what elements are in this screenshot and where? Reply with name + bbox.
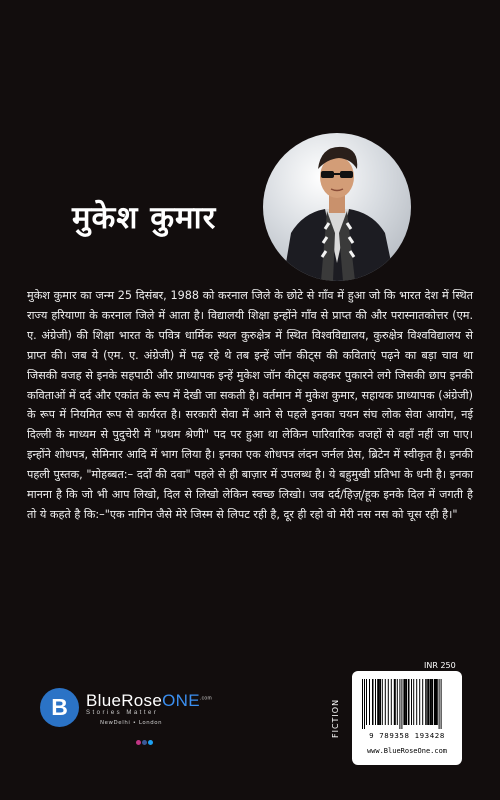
barcode-bar — [369, 679, 370, 725]
barcode-bar — [413, 679, 414, 725]
logo-letter: B — [51, 694, 68, 720]
barcode-bar — [422, 679, 423, 725]
barcode-bar — [388, 679, 389, 725]
barcode-bars — [360, 679, 454, 729]
barcode-bar — [397, 679, 398, 725]
facebook-icon — [142, 740, 147, 745]
barcode-bar — [366, 679, 367, 725]
barcode-bar — [405, 679, 407, 725]
barcode-bar — [436, 679, 438, 725]
barcode-bar — [403, 679, 405, 725]
barcode-bar — [364, 679, 365, 729]
publisher-name-part2: ONE — [162, 691, 200, 710]
barcode-bar — [379, 679, 381, 725]
publisher-logo-icon — [40, 688, 79, 727]
publisher-name — [86, 691, 212, 711]
barcode-bar — [401, 679, 402, 729]
barcode-bar — [408, 679, 410, 725]
publisher-tagline: Stories Matter — [86, 710, 159, 716]
genre-label: FICTION — [331, 698, 340, 738]
barcode-bar — [362, 679, 363, 729]
barcode-bar — [394, 679, 396, 725]
price-label: INR 250 — [424, 661, 456, 670]
barcode-bar — [439, 679, 440, 729]
author-name: मुकेश कुमार — [72, 200, 217, 236]
barcode-bar — [434, 679, 436, 725]
barcode-bar — [427, 679, 429, 725]
publisher-locations: NewDelhi • London — [100, 720, 163, 726]
barcode-bar — [382, 679, 383, 725]
barcode-bar — [375, 679, 376, 725]
author-photo — [263, 133, 411, 281]
author-biography: मुकेश कुमार का जन्म 25 दिसंबर, 1988 को करनाल जिले के छोटे से गाँव में हुआ जो कि भारत देश में स्थित राज्य हरियाणा के करनाल जिले में आता है। विद्यालयी शिक्षा इन्होंने गाँव से प्राप्त की और परास्नातकोत्तर (एम. ए. अंग्रेजी) की शिक्षा भारत के पवित्र धार्मिक स्थल कुरुक्षेत्र में स्थित विश्वविद्यालय, कुरुक्षेत्र विश्वविद्यालय से प्राप्त की। जब ये (एम. ए. अंग्रेजी) में पढ़ रहे थे तब इन्हें जॉन कीट्स की कविताएं पढ़ने का बड़ा चाव था जिसकी वजह से इनके सहपाठी और प्राध्यापक इन्हें मुकेश जॉन कीट्स कहकर पुकारने लगे जिसकी छाप इनकी कविताओं में दर्द और एकांत के रूप में देखी जा सकती है। वर्तमान में मुकेश कुमार, सहायक प्राध्यापक (अंग्रेजी) के रूप में नियमित रूप से कार्यरत है। सरकारी सेवा में आने से पहले इनका चयन संघ लोक सेवा आयोग, नई दिल्ली के माध्यम से पुदुचेरी में "प्रथम श्रेणी" पद पर हुआ था लेकिन पारिवारिक वजहों से वहाँ नहीं जा पाए। इन्होंने शोधपत्र, सेमिनार आदि में भाग लिया है। इनका एक शोधपत्र लंदन जर्नल प्रेस, ब्रिटेन में स्वीकृत है। इनकी पहली पुस्तक, "मोहब्बत:– दर्दों की दवा" पहले से ही बाज़ार में उपलब्ध है। ये बहुमुखी प्रतिभा के धनी है। इनका मानना है कि जो भी आप लिखो, दिल से लिखो लेकिन स्वच्छ लिखो। जब दर्द/हिज़्/हूक इनके दिल में जगती है तो ये कहते है कि:–"एक नागिन जैसे मेरे जिस्म से लिपट रही है, दूर ही रहो वो मेरी नस नस को चूस रही है।" — [27, 289, 473, 521]
publisher-name-part1: BlueRose — [86, 691, 163, 710]
barcode-bar — [431, 679, 433, 725]
barcode-bar — [372, 679, 374, 725]
barcode-bar — [411, 679, 412, 725]
barcode-bar — [391, 679, 392, 725]
barcode — [352, 671, 462, 765]
twitter-icon — [148, 740, 153, 745]
barcode-bar — [377, 679, 379, 725]
barcode-bar — [429, 679, 431, 725]
barcode-bar — [399, 679, 400, 729]
publisher-website: www.BlueRoseOne.com — [366, 747, 448, 755]
barcode-bar — [425, 679, 427, 725]
barcode-bar — [416, 679, 417, 725]
social-icons — [136, 730, 156, 735]
barcode-bar — [441, 679, 442, 729]
instagram-icon — [136, 740, 141, 745]
barcode-bar — [385, 679, 386, 725]
isbn-number: 9 789358 193428 — [369, 731, 445, 740]
publisher-name-suffix: .com — [199, 695, 212, 702]
barcode-bar — [419, 679, 420, 725]
